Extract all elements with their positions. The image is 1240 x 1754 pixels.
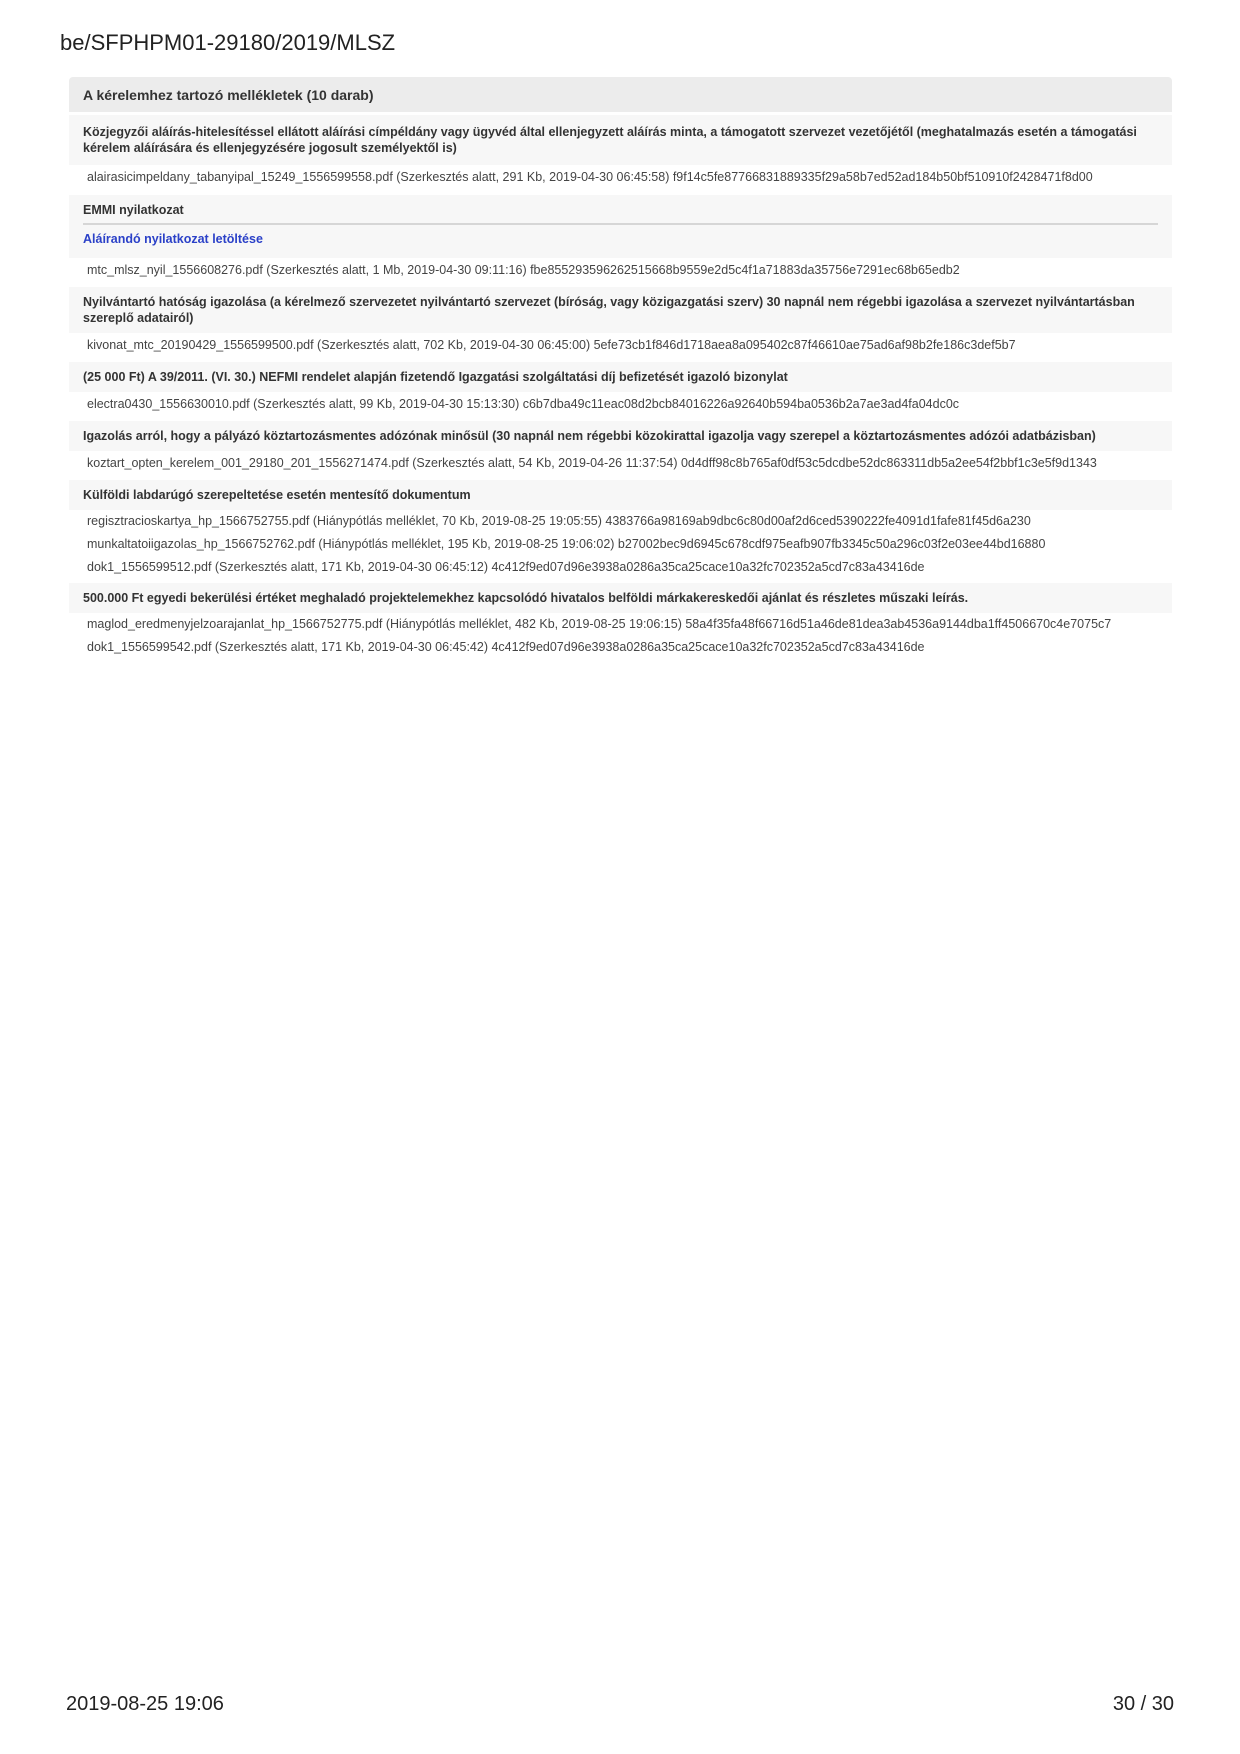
page-number: 30 / 30 — [1112, 1693, 1174, 1715]
section-title-emmi: EMMI nyilatkozat — [83, 203, 1158, 225]
file-item: mtc_mlsz_nyil_1556608276.pdf (Szerkesztés alatt, 1 Mb, 2019-04-30 09:11:16) fbe855293596262515668b9559e2d5c4f1a71883da35756e7291ec68b65edb2 — [87, 263, 960, 277]
file-item: alairasicimpeldany_tabanyipal_15249_1556599558.pdf (Szerkesztés alatt, 291 Kb, 2019-04-30 06:45:58) f9f14c5fe87766831889335f29a58b7ed52ad184b50bf510910f2428471f8d00 — [87, 170, 1093, 184]
section-title-dealer-offer: 500.000 Ft egyedi bekerülési értéket meghaladó projektelemekhez kapcsolódó hivatalos belföldi márkakereskedői ajánlat és részletes műszaki leírás. — [69, 583, 1172, 613]
download-statement-link[interactable]: Aláírandó nyilatkozat letöltése — [83, 232, 263, 246]
file-item: kivonat_mtc_20190429_1556599500.pdf (Szerkesztés alatt, 702 Kb, 2019-04-30 06:45:00) 5efe73cb1f846d1718aea8a095402c87f46610ae75ad6af98b2fe186c3def5b7 — [87, 338, 1016, 352]
footer-date: 2019-08-25 19:06 — [66, 1693, 224, 1715]
file-item: dok1_1556599542.pdf (Szerkesztés alatt, 171 Kb, 2019-04-30 06:45:42) 4c412f9ed07d96e3938a0286a35ca25cace10a32fc702352a5cd7c83a43416de — [87, 640, 925, 654]
section-title-registry: Nyilvántartó hatóság igazolása (a kérelmező szervezetet nyilvántartó szervezet (bíróság, vagy közigazgatási szerv) 30 napnál nem régebbi igazolása a szervezet nyilvántartásban szereplő adatairól) — [69, 287, 1172, 333]
file-item: maglod_eredmenyjelzoarajanlat_hp_1566752775.pdf (Hiánypótlás melléklet, 482 Kb, 2019-08-25 19:06:15) 58a4f35fa48f66716d51a46de81dea3ab4536a9144dba1ff4506670c4e7075c7 — [87, 617, 1112, 631]
section-title-fee: (25 000 Ft) A 39/2011. (VI. 30.) NEFMI rendelet alapján fizetendő Igazgatási szolgáltatási díj befizetését igazoló bizonylat — [69, 362, 1172, 392]
attachments-panel — [69, 77, 1172, 659]
file-item: dok1_1556599512.pdf (Szerkesztés alatt, 171 Kb, 2019-04-30 06:45:12) 4c412f9ed07d96e3938a0286a35ca25cace10a32fc702352a5cd7c83a43416de — [87, 560, 925, 574]
panel-title: A kérelemhez tartozó mellékletek (10 darab) — [69, 77, 1172, 112]
document-id: be/SFPHPM01-29180/2019/MLSZ — [60, 30, 396, 55]
file-item: electra0430_1556630010.pdf (Szerkesztés alatt, 99 Kb, 2019-04-30 15:13:30) c6b7dba49c11eac08d2bcb84016226a92640b594ba0536b2a7ae3ad4fa04dc0c — [87, 397, 960, 411]
section-title-tax: Igazolás arról, hogy a pályázó köztartozásmentes adózónak minősül (30 napnál nem régebbi közokirattal igazolja vagy szerepel a köztartozásmentes adózói adatbázisban) — [69, 421, 1172, 451]
file-item: munkaltatoiigazolas_hp_1566752762.pdf (Hiánypótlás melléklet, 195 Kb, 2019-08-25 19:06:02) b27002bec9d6945c678cdf975eafb907fb3345c50a296c03f2e03ee44bd16880 — [87, 537, 1046, 551]
file-item: regisztracioskartya_hp_1566752755.pdf (Hiánypótlás melléklet, 70 Kb, 2019-08-25 19:05:55) 4383766a98169ab9dbc6c80d00af2d6ced5390222fe4091d1fafe81f45d6a230 — [87, 514, 1031, 528]
section-title-signature: Közjegyzői aláírás-hitelesítéssel ellátott aláírási címpéldány vagy ügyvéd által ellenjegyzett aláírás minta, a támogatott szervezet vezetőjétől (meghatalmazás esetén a támogatási kérelem aláírására és ellenjegyzésére jogosult személyektől is) — [69, 115, 1172, 165]
file-item: koztart_opten_kerelem_001_29180_201_1556271474.pdf (Szerkesztés alatt, 54 Kb, 2019-04-26 11:37:54) 0d4dff98c8b765af0df53c5dcdbe52dc863311db5a2ee54f2bbf1c3e5f9d1343 — [87, 456, 1097, 470]
section-title-foreign-player: Külföldi labdarúgó szerepeltetése esetén mentesítő dokumentum — [69, 480, 1172, 510]
section-emmi — [69, 195, 1172, 258]
